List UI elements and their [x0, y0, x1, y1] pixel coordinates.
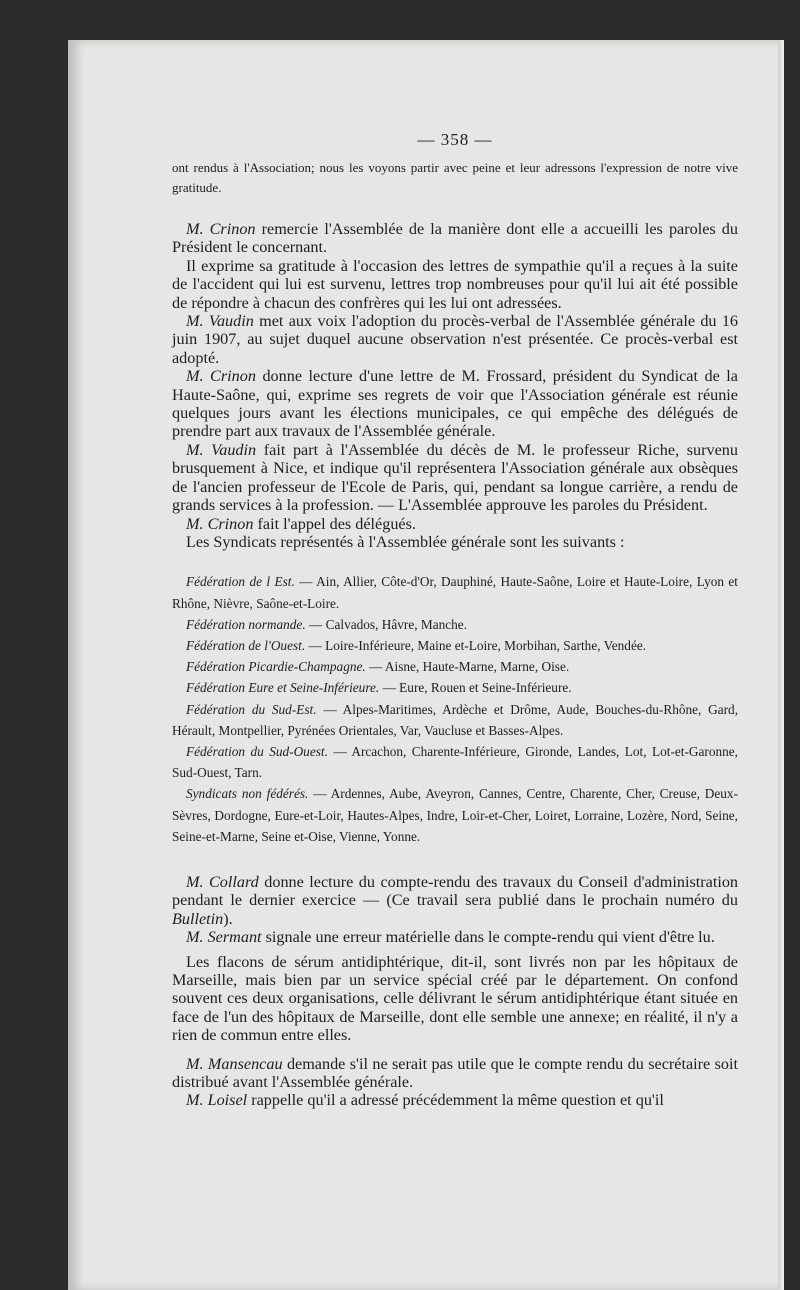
paragraph: M. Vaudin fait part à l'Assemblée du décès de M. le professeur Riche, survenu brusquement à Nice, et indique qu'il représentera l'Association générale aux obsèques de l'ancien professeur de l'Ecole de Paris, qui, pendant sa longue carrière, a rendu de grands services à la profession. — L'Assemblée approuve les paroles du Président.: [172, 440, 738, 515]
federation-entry: Fédération Eure et Seine-Inférieure. — Eure, Rouen et Seine-Inférieure.: [186, 680, 572, 696]
federation-entry: Fédération du Sud-Ouest. — Arcachon, Charente-Inférieure, Gironde, Landes, Lot, Lot-et-Garonne, Sud-Ouest, Tarn.: [172, 743, 738, 781]
federation-name: Fédération du Sud-Ouest.: [186, 743, 328, 759]
speaker-name: M. Crinon: [186, 220, 256, 238]
paragraph: M. Sermant signale une erreur matérielle dans le compte-rendu qui vient d'être lu.: [186, 928, 715, 947]
paragraph: Les Syndicats représentés à l'Assemblée générale sont les suivants :: [186, 532, 625, 551]
speaker-name: M. Crinon: [186, 514, 254, 533]
speaker-name: M. Vaudin: [186, 312, 254, 331]
speaker-name: M. Vaudin: [186, 440, 257, 459]
federation-name: Fédération du Sud-Est.: [186, 701, 317, 717]
speaker-name: M. Crinon: [186, 367, 256, 386]
speaker-name: M. Loisel: [186, 1091, 248, 1110]
speaker-name: M. Collard: [186, 872, 259, 891]
federation-name: Fédération Picardie-Champagne.: [186, 659, 366, 675]
federation-entry: Fédération Picardie-Champagne. — Aisne, Haute-Marne, Marne, Oise.: [186, 659, 570, 675]
paragraph: M. Crinon remercie l'Assemblée de la manière dont elle a accueilli les paroles du Président le concernant.: [172, 220, 738, 257]
federation-entry: Fédération de l'Ouest. — Loire-Inférieure, Maine et-Loire, Morbihan, Sarthe, Vendée.: [186, 637, 647, 653]
federation-entry: Fédération de l Est. — Ain, Allier, Côte-d'Or, Dauphiné, Haute-Saône, Loire et Haute-Loire, Lyon et Rhône, Nièvre, Saône-et-Loire.: [172, 574, 739, 611]
paragraph: M. Crinon donne lecture d'une lettre de M. Frossard, président du Syndicat de la Haute-Saône, qui, exprime ses regrets de voir que l'Association générale est réunie quelques jours avant les élections municipales, ce qui empêche des délégués de prendre part aux travaux de l'Assemblée générale.: [172, 367, 738, 441]
paragraph: M. Loisel rappelle qu'il a adressé précédemment la même question et qu'il: [186, 1091, 664, 1110]
speaker-name: M. Mansencau: [186, 1054, 283, 1073]
federation-name: Fédération de l Est.: [186, 574, 295, 590]
federation-name: Fédération normande.: [186, 616, 306, 632]
paragraph: M. Collard donne lecture du compte-rendu des travaux du Conseil d'administration pendant le dernier exercice — (Ce travail sera publié dans le prochain numéro du Bulletin).: [172, 872, 739, 928]
paragraph: ont rendus à l'Association; nous les voyons partir avec peine et leur adressons l'expression de notre vive gratitude.: [172, 160, 738, 195]
federation-name: Syndicats non fédérés.: [186, 786, 309, 802]
page-text: [172, 130, 738, 1110]
federation-list: [172, 571, 738, 847]
paragraph: M. Mansencau demande s'il ne serait pas utile que le compte rendu du secrétaire soit distribué avant l'Assemblée générale.: [172, 1054, 739, 1092]
federation-entry: Fédération normande. — Calvados, Hâvre, Manche.: [186, 616, 468, 632]
federation-entry: Syndicats non fédérés. — Ardennes, Aube, Aveyron, Cannes, Centre, Charente, Cher, Creuse, Deux-Sèvres, Dordogne, Eure-et-Loir, Hautes-Alpes, Indre, Loir-et-Cher, Loiret, Lorraine, Lozère, Nord, Seine, Seine-et-Marne, Seine et-Oise, Vienne, Yonne.: [172, 786, 739, 844]
paragraph: M. Vaudin met aux voix l'adoption du procès-verbal de l'Assemblée générale du 16 juin 1907, au sujet duquel aucune observation n'est présentée. Ce procès-verbal est adopté.: [172, 312, 739, 367]
paragraph: M. Crinon fait l'appel des délégués.: [186, 514, 416, 533]
page-number: — 358 —: [417, 130, 493, 149]
federation-entry: Fédération du Sud-Est. — Alpes-Maritimes, Ardèche et Drôme, Aude, Bouches-du-Rhône, Gard, Hérault, Montpellier, Pyrénées Orientales, Var, Vaucluse et Basses-Alpes.: [172, 701, 739, 738]
federation-name: Fédération de l'Ouest.: [186, 637, 306, 653]
paragraph: Il exprime sa gratitude à l'occasion des lettres de sympathie qu'il a reçues à la suite de l'accident qui lui est survenu, lettres trop nombreuses pour qu'il lui ait été possible de répondre à chacun des confrères qui les lui ont adressées.: [172, 256, 738, 312]
paragraph: Les flacons de sérum antidiphtérique, dit-il, sont livrés non par les hôpitaux de Marseille, mais bien par un service spécial créé par le département. On confond souvent ces deux organisations, celle délivrant le sérum antidiphtérique étant située en face de l'un des hôpitaux de Marseille, dont elle semble une annexe; en réalité, il n'y a rien de commun entre elles.: [172, 952, 738, 1045]
federation-name: Fédération Eure et Seine-Inférieure.: [186, 680, 380, 696]
document-page: [68, 40, 780, 1290]
speaker-name: M. Sermant: [186, 928, 262, 947]
